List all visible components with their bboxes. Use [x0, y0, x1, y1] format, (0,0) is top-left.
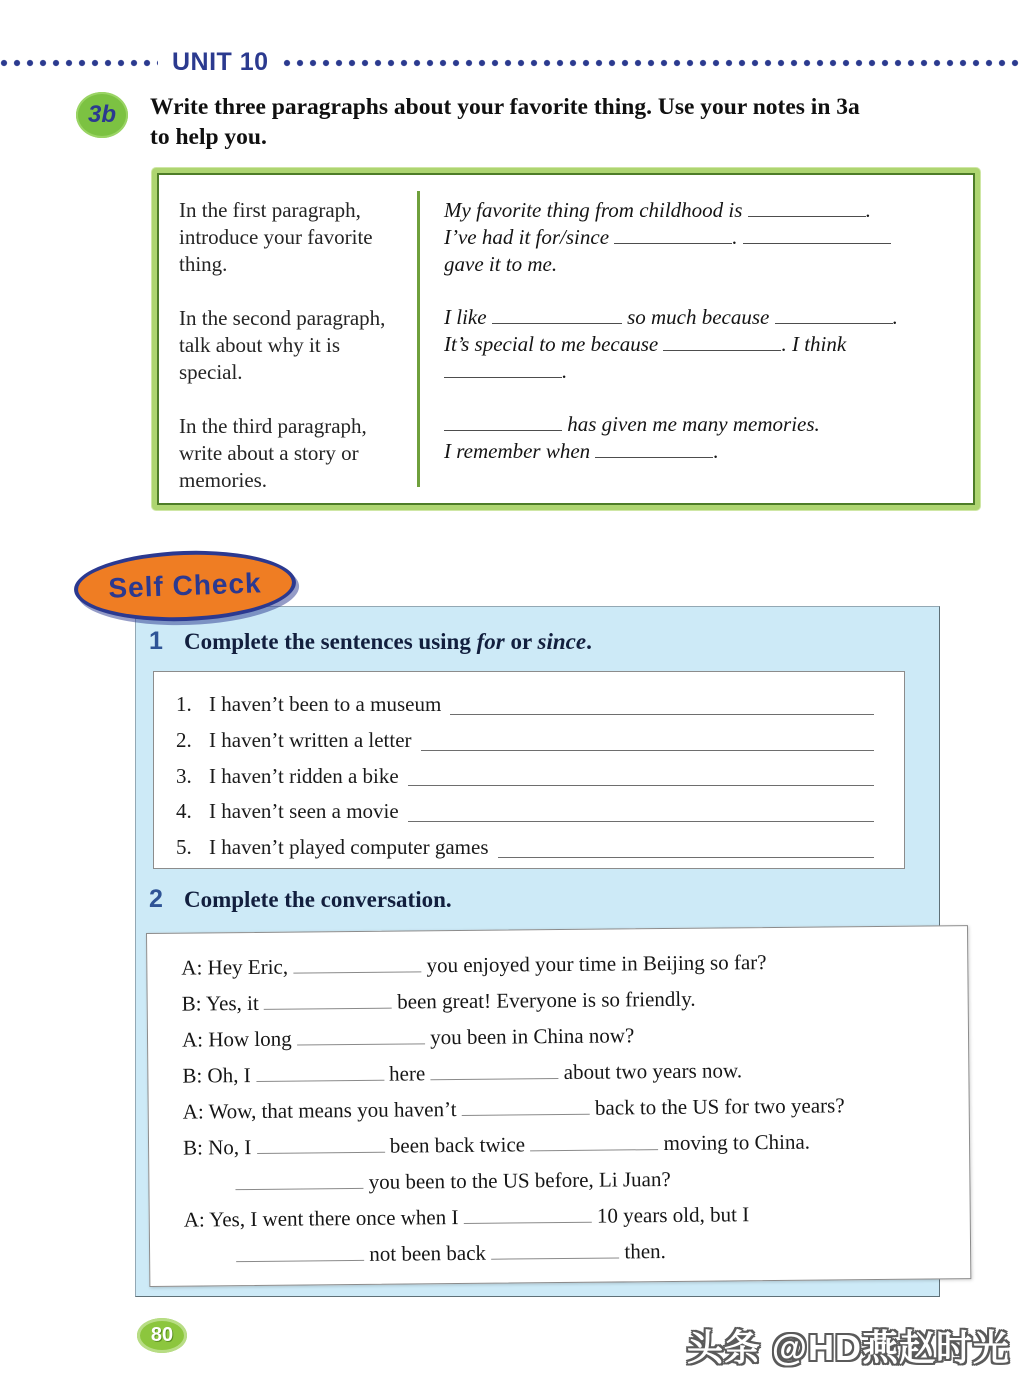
- activity-3b-badge: 3b: [76, 92, 128, 138]
- conversation-line: not been back then.: [184, 1230, 950, 1273]
- sentence-row: [176, 759, 876, 795]
- instruction-line-1: Write three paragraphs about your favorite thing. Use your notes in 3a: [150, 94, 860, 120]
- example-line: gave it to me.: [444, 252, 558, 276]
- fill-blank: [614, 230, 732, 244]
- exercise-2-title: Complete the conversation.: [184, 887, 452, 912]
- sentence-text: I haven’t seen a movie: [209, 799, 399, 824]
- sentence-text: I haven’t been to a museum: [209, 692, 442, 716]
- guide-paragraph-2: In the second paragraph, talk about why it is special.: [179, 306, 386, 384]
- example-line: .: [444, 358, 949, 385]
- example-paragraph-1: [444, 197, 949, 278]
- fill-blank: [492, 310, 622, 324]
- fill-blank: [264, 995, 392, 1010]
- example-paragraph-3: [444, 411, 949, 465]
- example-line: I’ve had it for/since .: [444, 224, 949, 251]
- dotted-rule-right: [283, 59, 1024, 67]
- fill-blank: [430, 1065, 558, 1080]
- sentence-text: I haven’t ridden a bike: [209, 763, 399, 788]
- activity-3b: [76, 92, 985, 152]
- conversation-line: A: Wow, that means you haven’t back to the US for two years?: [182, 1093, 845, 1124]
- example-line: My favorite thing from childhood is .: [444, 198, 871, 222]
- answer-blank-line: [408, 785, 874, 786]
- sentence-number: 3.: [176, 763, 192, 788]
- example-line: I remember when .: [444, 439, 719, 463]
- fill-blank: [595, 444, 713, 458]
- sentence-number: 1.: [176, 692, 192, 716]
- example-line: has given me many memories.: [444, 411, 949, 438]
- fill-blank: [743, 230, 891, 244]
- fill-blank: [293, 958, 421, 973]
- fill-blank: [235, 1175, 363, 1190]
- fill-blank: [464, 1209, 592, 1224]
- conversation-line: A: Hey Eric, you enjoyed your time in Beijing so far?: [181, 950, 767, 980]
- page-number-badge: 80: [137, 1318, 187, 1353]
- conversation-line: A: Yes, I went there once when I 10 years old, but I: [183, 1202, 750, 1232]
- italic-text: since: [537, 629, 587, 654]
- instruction-line-2: to help you.: [150, 124, 267, 150]
- sentence-number: 2.: [176, 727, 192, 752]
- sentence-row: [176, 794, 876, 830]
- fill-blank: [462, 1101, 590, 1116]
- italic-text: for: [476, 629, 505, 654]
- guide-paragraph-1: In the first paragraph, introduce your favorite thing.: [179, 198, 373, 276]
- unit-header-rule: [0, 48, 1024, 77]
- example-line: I like so much because .: [444, 305, 898, 329]
- self-check-panel: [135, 606, 940, 1297]
- fill-blank: [748, 203, 866, 217]
- answer-blank-line: [498, 857, 874, 858]
- answer-blank-line: [408, 821, 874, 822]
- fill-blank: [775, 310, 893, 324]
- writing-guide-box: [152, 168, 980, 510]
- guide-left-column: [159, 175, 417, 503]
- sentence-number: 5.: [176, 835, 192, 860]
- indent-spacer: [183, 1189, 235, 1190]
- sentence-number: 4.: [176, 799, 192, 824]
- exercise-1-header: [149, 627, 592, 656]
- conversation-line: A: How long you been in China now?: [181, 1023, 635, 1052]
- dotted-rule-left: [0, 59, 158, 67]
- fill-blank: [256, 1139, 384, 1154]
- exercise-2-number: 2: [149, 885, 163, 913]
- sentence-row: [176, 830, 876, 866]
- answer-blank-line: [450, 714, 874, 715]
- indent-spacer: [184, 1261, 236, 1262]
- conversation-line: you been to the US before, Li Juan?: [183, 1158, 949, 1201]
- watermark: 头条 @HD燕赵时光: [686, 1327, 1010, 1368]
- exercise-1-title: Complete the sentences using for or since.: [184, 629, 592, 654]
- example-paragraph-2: [444, 304, 949, 385]
- sentence-row: [176, 687, 876, 723]
- fill-blank: [256, 1067, 384, 1082]
- conversation-line: B: No, I been back twice moving to China.: [182, 1129, 811, 1160]
- sentence-text: I haven’t written a letter: [209, 727, 412, 752]
- fill-blank: [663, 337, 781, 351]
- fill-blank: [236, 1247, 364, 1262]
- self-check-badge: Self Check: [73, 547, 297, 625]
- unit-label: UNIT 10: [172, 48, 269, 76]
- fill-blank: [444, 417, 562, 431]
- fill-blank: [491, 1244, 619, 1259]
- writing-guide-inner: [157, 173, 975, 505]
- sentence-row: [176, 723, 876, 759]
- fill-blank: [297, 1030, 425, 1045]
- example-line: It’s special to me because . I think: [444, 332, 847, 356]
- guide-right-column: [420, 175, 973, 503]
- conversation-box: [146, 925, 971, 1287]
- exercise-1-number: 1: [149, 627, 163, 655]
- activity-3b-instruction: [150, 92, 985, 152]
- guide-paragraph-3: In the third paragraph, write about a story or memories.: [179, 414, 367, 492]
- sentence-text: I haven’t played computer games: [209, 835, 489, 860]
- conversation-line: B: Oh, I here about two years now.: [182, 1058, 743, 1088]
- answer-blank-line: [421, 750, 874, 751]
- exercise-2-header: [149, 885, 452, 914]
- fill-blank: [530, 1136, 658, 1151]
- sentences-box: [153, 671, 905, 869]
- conversation-line: B: Yes, it been great! Everyone is so friendly.: [181, 986, 696, 1016]
- fill-blank: [444, 364, 562, 378]
